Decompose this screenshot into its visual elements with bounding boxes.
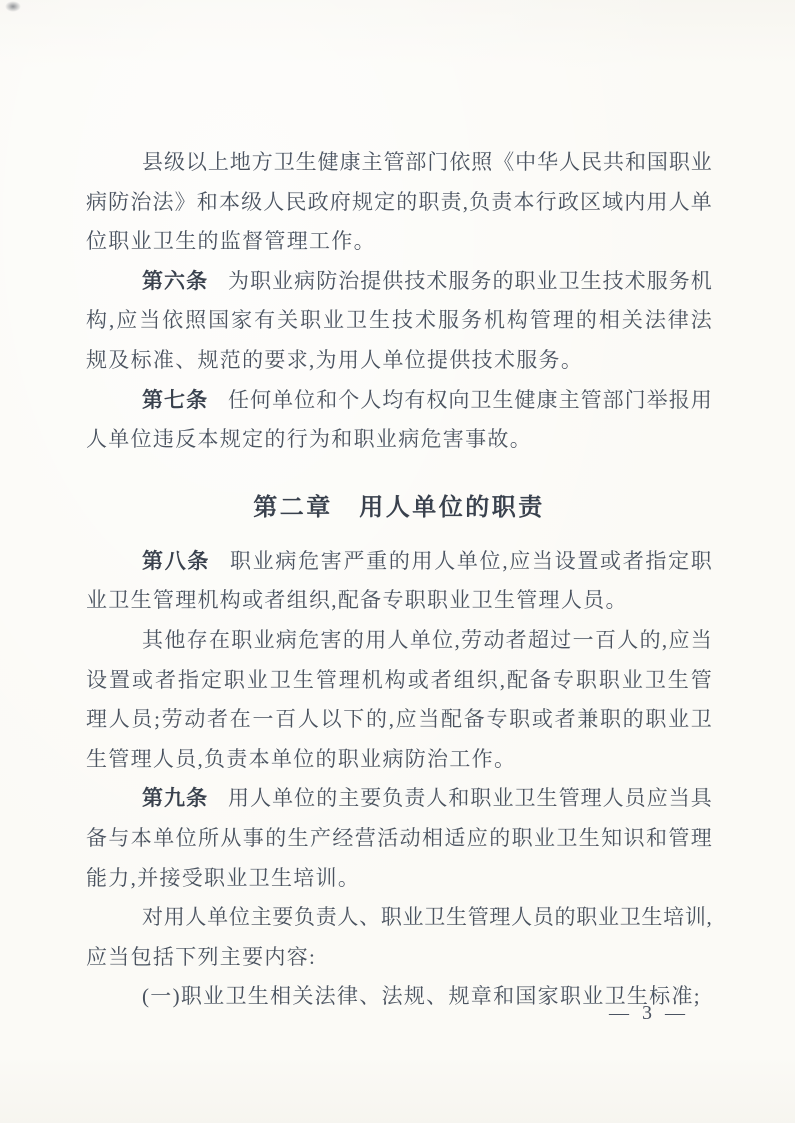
text-line: 对用人单位主要负责人、职业卫生管理人员的职业卫生培训,: [142, 905, 712, 930]
text-line: 其他存在职业病危害的用人单位,劳动者超过一百人的,应当: [142, 627, 712, 652]
line-text: 任何单位和个人均有权向卫生健康主管部门举报用: [228, 387, 712, 412]
line-text: 为职业病防治提供技术服务的职业卫生技术服务机: [228, 268, 712, 293]
text-line: 能力,并接受职业卫生培训。: [86, 865, 361, 890]
text-line: 人单位违反本规定的行为和职业病危害事故。: [86, 427, 532, 452]
text-line: 位职业卫生的监督管理工作。: [86, 229, 376, 254]
text-line: 业卫生管理机构或者组织,配备专职职业卫生管理人员。: [86, 588, 628, 613]
page-number: — 3 —: [609, 1002, 689, 1024]
line-text: 用人单位的主要负责人和职业卫生管理人员应当具: [228, 786, 712, 811]
article-number-label: 第七条: [142, 387, 209, 412]
text-line: [86, 262, 712, 302]
text-line: (一)职业卫生相关法律、法规、规章和国家职业卫生标准;: [142, 984, 701, 1009]
article-number-label: 第九条: [142, 786, 209, 811]
scan-artifact: [5, 1, 21, 12]
text-line: 应当包括下列主要内容:: [86, 944, 317, 969]
article-number-label: 第八条: [142, 548, 211, 573]
article-number-label: 第六条: [142, 268, 209, 293]
text-line: 设置或者指定职业卫生管理机构或者组织,配备专职职业卫生管: [86, 667, 712, 692]
text-line: [86, 381, 712, 421]
line-text: 职业病危害严重的用人单位,应当设置或者指定职: [230, 548, 712, 573]
text-line: 构,应当依照国家有关职业卫生技术服务机构管理的相关法律法: [86, 308, 712, 333]
document-body: [86, 143, 712, 1017]
text-line: [86, 542, 712, 582]
chapter-heading: 第二章 用人单位的职责: [253, 494, 545, 521]
text-line: 县级以上地方卫生健康主管部门依照《中华人民共和国职业: [142, 150, 712, 174]
text-line: 病防治法》和本级人民政府规定的职责,负责本行政区域内用人单: [86, 189, 712, 214]
text-line: 规及标准、规范的要求,为用人单位提供技术服务。: [86, 347, 584, 372]
text-line: 备与本单位所从事的生产经营活动相适应的职业卫生知识和管理: [86, 825, 712, 850]
text-line: 生管理人员,负责本单位的职业病防治工作。: [86, 746, 517, 771]
text-line: [86, 779, 712, 819]
text-line: 理人员;劳动者在一百人以下的,应当配备专职或者兼职的职业卫: [86, 707, 712, 732]
